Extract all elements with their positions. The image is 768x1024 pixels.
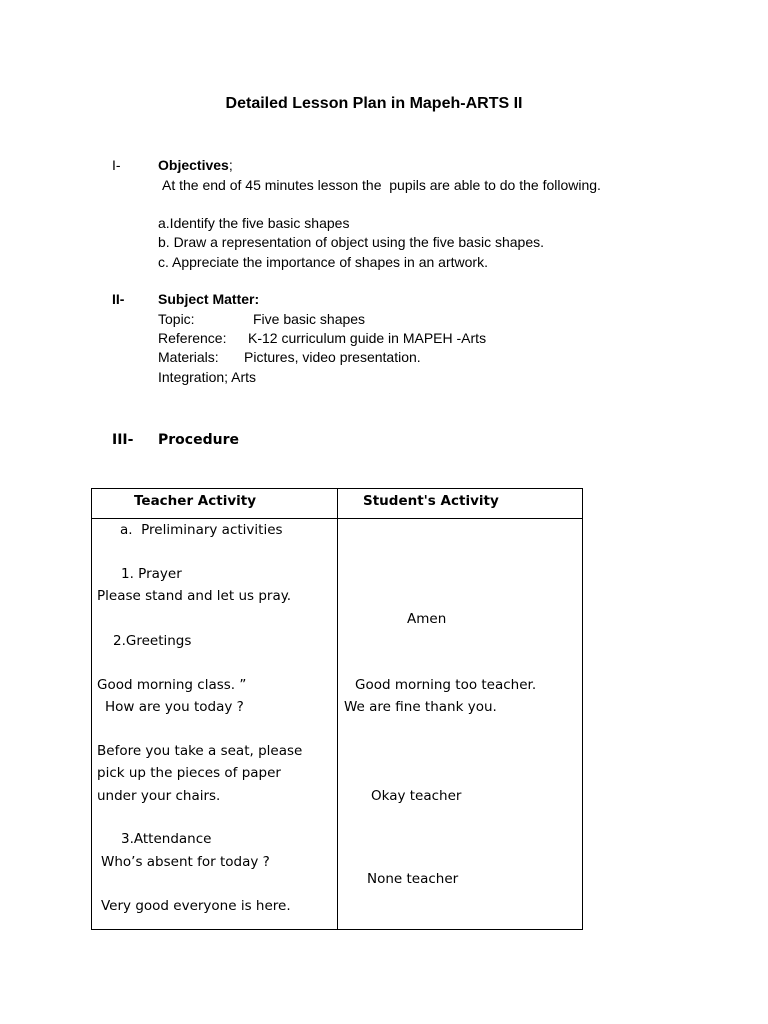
- section-numeral-subject-matter: II-: [112, 291, 125, 307]
- student-greeting-reply1: Good morning too teacher.: [355, 677, 537, 693]
- teacher-prayer-line: Please stand and let us pray.: [97, 588, 292, 604]
- objective-item-b: b. Draw a representation of object using the five basic shapes.: [158, 234, 544, 250]
- header-student-activity: Student's Activity: [363, 493, 499, 509]
- table-column-divider: [337, 489, 338, 929]
- objectives-heading-suffix: ;: [228, 157, 233, 173]
- teacher-attendance-line: Who’s absent for today ?: [101, 854, 270, 870]
- teacher-greetings-heading: 2.Greetings: [113, 633, 192, 649]
- section-numeral-procedure: III-: [112, 432, 134, 448]
- materials-label: Materials:: [158, 349, 219, 365]
- student-amen: Amen: [407, 611, 447, 627]
- teacher-greeting-line2: How are you today ?: [105, 699, 244, 715]
- reference-label: Reference:: [158, 330, 227, 346]
- header-teacher-activity: Teacher Activity: [134, 493, 257, 509]
- procedure-table: [91, 488, 583, 930]
- reference-value: K-12 curriculum guide in MAPEH -Arts: [248, 330, 487, 346]
- student-none: None teacher: [367, 871, 459, 887]
- materials-value: Pictures, video presentation.: [244, 349, 421, 365]
- objective-item-a: a.Identify the five basic shapes: [158, 215, 350, 231]
- teacher-seat-line3: under your chairs.: [97, 788, 221, 804]
- student-okay: Okay teacher: [371, 788, 462, 804]
- section-numeral-objectives: I-: [112, 157, 121, 173]
- teacher-preliminary: a. Preliminary activities: [120, 522, 283, 538]
- teacher-seat-line1: Before you take a seat, please: [97, 743, 303, 759]
- teacher-prayer-heading: 1. Prayer: [121, 566, 182, 582]
- teacher-attendance-heading: 3.Attendance: [121, 831, 212, 847]
- topic-label: Topic:: [158, 311, 195, 327]
- procedure-heading: Procedure: [158, 432, 239, 448]
- objective-item-c: c. Appreciate the importance of shapes in an artwork.: [158, 254, 488, 270]
- page-title: Detailed Lesson Plan in Mapeh-ARTS II: [225, 95, 523, 112]
- objectives-heading: Objectives: [158, 157, 229, 173]
- objectives-heading-line: [158, 156, 233, 174]
- teacher-everyone-line: Very good everyone is here.: [101, 898, 291, 914]
- student-greeting-reply2: We are fine thank you.: [344, 699, 497, 715]
- teacher-greeting-line1: Good morning class. ”: [97, 677, 247, 693]
- teacher-seat-line2: pick up the pieces of paper: [97, 765, 281, 781]
- objectives-intro: At the end of 45 minutes lesson the pupils are able to do the following.: [162, 177, 601, 193]
- integration-line: Integration; Arts: [158, 369, 257, 385]
- topic-value: Five basic shapes: [253, 311, 366, 327]
- subject-matter-heading: Subject Matter:: [158, 291, 260, 307]
